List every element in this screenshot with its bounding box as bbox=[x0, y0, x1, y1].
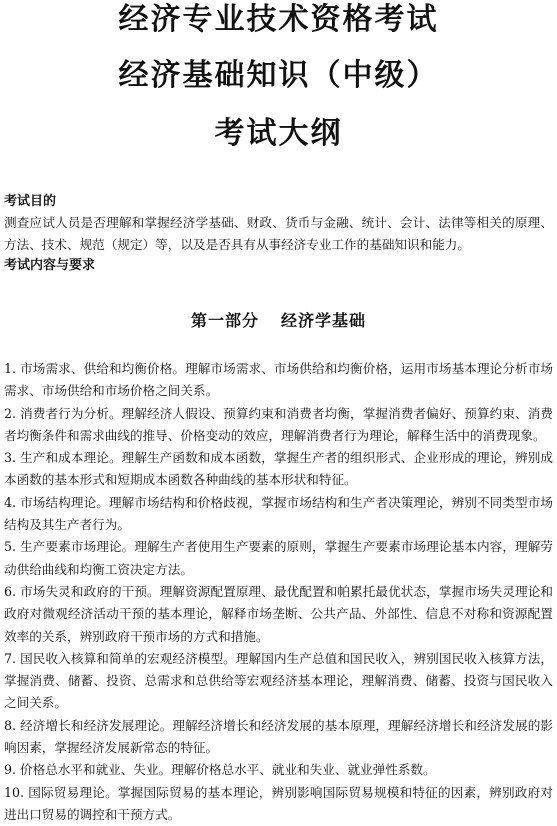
part-title bbox=[4, 310, 553, 332]
list-item: 9. 价格总水平和就业、失业。理解价格总水平、就业和失业、就业弹性系数。 bbox=[4, 762, 436, 778]
list-item: 10. 国际贸易理论。掌握国际贸易的基本理论，辨别影响国际贸易规模和特征的因素，辨别政府对进出口贸易的调控和干预方式。 bbox=[4, 784, 553, 822]
list-item: 8. 经济增长和经济发展理论。理解经济增长和经济发展的基本原理，理解经济增长和经济发展的影响因素，掌握经济发展新常态的特征。 bbox=[4, 717, 553, 756]
list-item: 5. 生产要素市场理论。理解生产者使用生产要素的原则，掌握生产要素市场理论基本内容，理解劳动供给曲线和均衡工资决定方法。 bbox=[4, 539, 553, 577]
list-item: 4. 市场结构理论。理解市场结构和价格歧视，掌握市场结构和生产者决策理论，辨别不同类型市场结构及其生产者行为。 bbox=[4, 494, 553, 533]
list-item: 3. 生产和成本理论。理解生产函数和成本函数，掌握生产者的组织形式、企业形成的理论，辨别成本函数的基本形式和短期成本函数各种曲线的基本形状和特征。 bbox=[4, 450, 553, 488]
part-name: 经济学基础 bbox=[281, 311, 367, 330]
part-label: 第一部分 bbox=[190, 311, 259, 330]
purpose-text: 测查应试人员是否理解和掌握经济学基础、财政、货币与金融、统计、会计、法律等相关的原理、方法、技术、规范（规定）等，以及是否具有从事经济专业工作的基础知识和能力。 bbox=[4, 215, 553, 252]
purpose-heading: 考试目的 bbox=[4, 194, 57, 209]
exam-title: 经济专业技术资格考试 bbox=[118, 2, 439, 37]
list-item: 1. 市场需求、供给和均衡价格。理解市场需求、市场供给和均衡价格，运用市场基本理论分析市场需求、市场供给和市场价格之间关系。 bbox=[4, 361, 553, 399]
requirement-list bbox=[4, 358, 553, 826]
list-item: 2. 消费者行为分析。理解经济人假设、预算约束和消费者均衡，掌握消费者偏好、预算约束、消费者均衡条件和需求曲线的推导、价格变动的效应，理解消费者行为理论，解释生活中的消费现象。 bbox=[4, 405, 553, 443]
list-item: 7. 国民收入核算和简单的宏观经济模型。理解国内生产总值和国民收入，辨别国民收入核算方法，掌握消费、储蓄、投资、总需求和总供给等宏观经济基本理论，理解消费、储蓄、投资与国民收入之间关系。 bbox=[4, 650, 553, 711]
syllabus-title: 考试大纲 bbox=[214, 116, 343, 151]
subject-title: 经济基础知识（中级） bbox=[118, 58, 439, 93]
list-item: 6. 市场失灵和政府的干预。理解资源配置原理、最优配置和帕累托最优状态，掌握市场失灵理论和政府对微观经济活动干预的基本理论，解释市场垄断、公共产品、外部性、信息不对称和资源配置效率的关系，辨别政府干预市场的方式和措施。 bbox=[4, 583, 553, 644]
requirements-heading: 考试内容与要求 bbox=[4, 258, 96, 273]
